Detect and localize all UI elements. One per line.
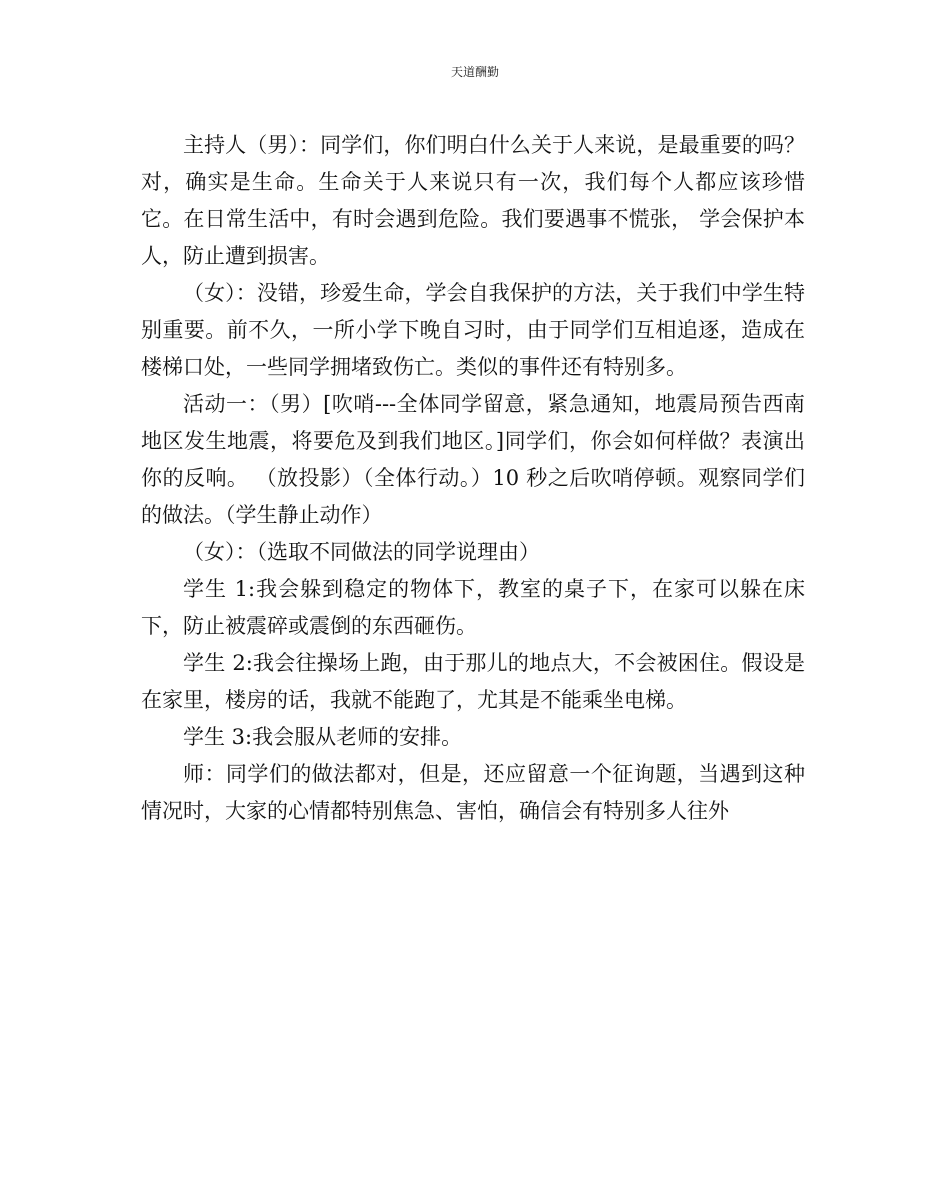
paragraph — [141, 756, 805, 830]
text-line: 吗？ 对，确实是生命。生命关于人来说只有一次，我们每个人都应该 — [141, 133, 806, 194]
text-line: 学生 3:我会服从老师的安排。 — [183, 725, 463, 749]
text-line: 表演出你的反响。 （放投影）（全体行动。）10 秒之后吹哨停顿。观 — [141, 429, 805, 490]
paragraph — [141, 386, 805, 534]
text-line: 西南地区发生地震，将要危及到我们地区。]同学们，你会如何样做？ — [141, 392, 806, 453]
text-line: 活动一：（男）[吹哨---全体同学留意，紧急通知，地震局预告 — [183, 392, 763, 416]
paragraph — [141, 534, 805, 571]
text-line: （女）：（选取不同做法的同学说理由） — [183, 540, 540, 564]
text-line: 师：同学们的做法都对，但是，还应留意一个征询题，当遇到这 — [183, 762, 784, 786]
text-line: 保护本人，防止遭到损害。 — [141, 207, 805, 268]
paragraph — [141, 275, 805, 386]
text-line: 种情况时，大家的心情都特别焦急、害怕，确信会有特别多人往外 — [141, 762, 805, 823]
paragraph — [141, 571, 805, 645]
text-line: （女）：没错，珍爱生命，学会自我保护的方法，关于我们中学 — [183, 281, 763, 305]
text-line: 主持人（男）：同学们，你们明白什么关于人来说，是最重要的 — [183, 133, 763, 157]
text-line: 学生 2:我会往操场上跑，由于那儿的地点大，不会被困住。假设 — [183, 651, 784, 675]
text-line: 下，防止被震碎或震倒的东西砸伤。 — [141, 614, 477, 638]
document-body — [141, 127, 805, 830]
text-line: 学生 1:我会躲到稳定的物体下，教室的桌子下，在家可以躲在床 — [183, 577, 805, 601]
page-header: 天道酬勤 — [450, 65, 499, 79]
paragraph — [141, 719, 805, 756]
paragraph — [141, 645, 805, 719]
text-line: 生特别重要。前不久，一所小学下晚自习时，由于同学们互相追逐， — [141, 281, 806, 342]
text-line: 珍惜它。在日常生活中，有时会遇到危险。我们要遇事不慌张， 学会 — [141, 170, 806, 231]
text-line: 造成在楼梯口处，一些同学拥堵致伤亡。类似的事件还有特别多。 — [141, 318, 806, 379]
text-line: 是在家里，楼房的话，我就不能跑了，尤其是不能乘坐电梯。 — [141, 651, 805, 712]
text-line: 察同学们的做法。（学生静止动作） — [141, 466, 806, 527]
paragraph — [141, 127, 805, 275]
